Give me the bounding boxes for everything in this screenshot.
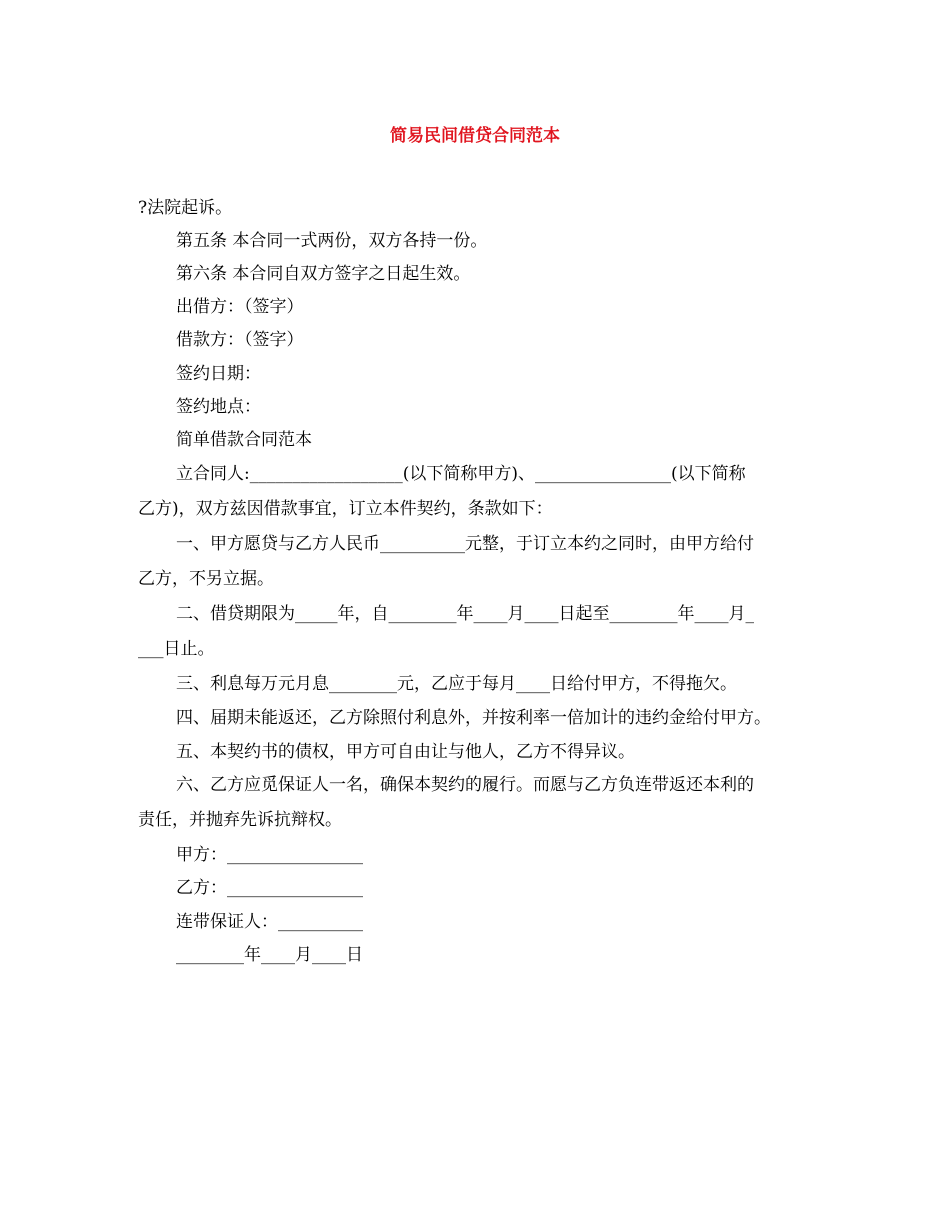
document-title: 简易民间借贷合同范本 bbox=[390, 126, 560, 146]
date-line: ________年____月____日 bbox=[176, 945, 363, 965]
text-line: 第五条 本合同一式两份，双方各持一份。 bbox=[176, 231, 488, 251]
text-line: 立合同人:__________________(以下简称甲方)、________________(以下简称 bbox=[176, 464, 746, 484]
text-line: 四、届期未能返还，乙方除照付利息外，并按利率一倍加计的违约金给付甲方。 bbox=[176, 708, 771, 728]
text-line: 六、乙方应觅保证人一名，确保本契约的履行。而愿与乙方负连带返还本利的 bbox=[176, 775, 754, 795]
text-line: 三、利息每万元月息________元，乙应于每月____日给付甲方，不得拖欠。 bbox=[176, 674, 737, 694]
text-line: 二、借贷期限为_____年，自________年____月____日起至________年____月_ bbox=[176, 604, 754, 624]
text-line: 乙方，不另立据。 bbox=[138, 569, 274, 589]
text-line: 乙方)，双方兹因借款事宜，订立本件契约，条款如下： bbox=[138, 499, 553, 519]
signature-line: 甲方：________________ bbox=[176, 845, 363, 865]
text-line: 出借方：（签字） bbox=[176, 297, 304, 317]
text-line: 五、本契约书的债权，甲方可自由让与他人，乙方不得异议。 bbox=[176, 742, 635, 762]
signature-line: 乙方：________________ bbox=[176, 878, 363, 898]
text-line: 签约日期： bbox=[176, 364, 261, 384]
text-line: 签约地点： bbox=[176, 397, 261, 417]
text-line: 责任，并抛弃先诉抗辩权。 bbox=[138, 810, 342, 830]
signature-line: 连带保证人：__________ bbox=[176, 912, 363, 932]
text-line: ___日止。 bbox=[138, 639, 215, 659]
text-line: ?法院起诉。 bbox=[138, 198, 233, 218]
text-line: 第六条 本合同自双方签字之日起生效。 bbox=[176, 264, 471, 284]
text-line: 一、甲方愿贷与乙方人民币__________元整，于订立本约之同时，由甲方给付 bbox=[176, 534, 754, 554]
text-line: 借款方：（签字） bbox=[176, 330, 304, 350]
text-line: 简单借款合同范本 bbox=[176, 430, 312, 450]
